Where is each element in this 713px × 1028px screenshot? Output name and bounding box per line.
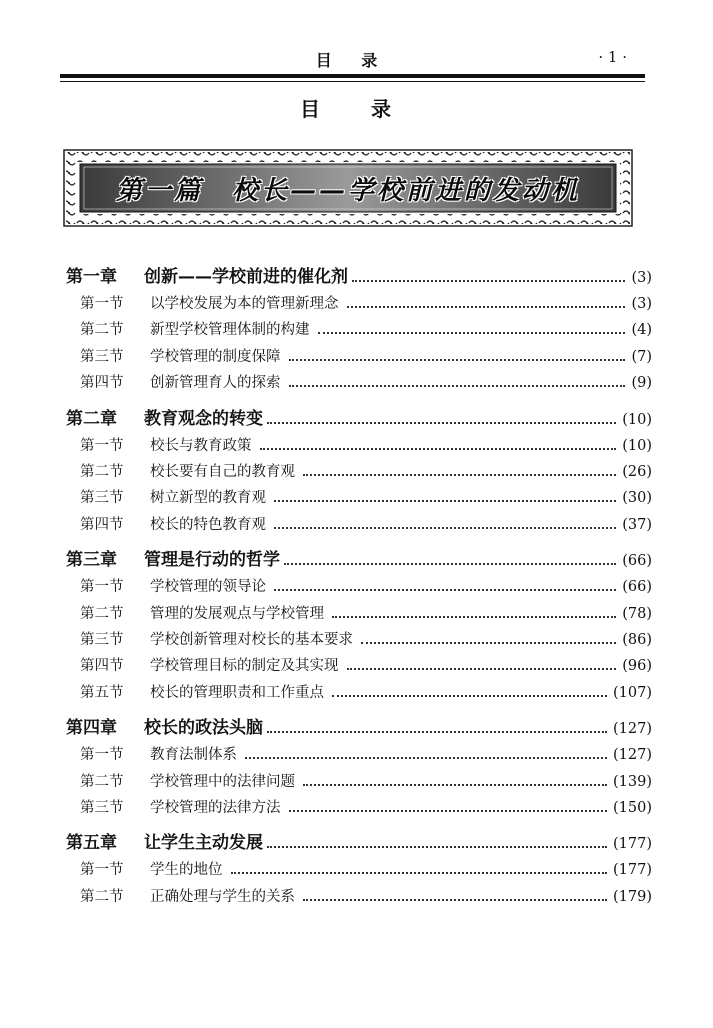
toc-dot-leader: [267, 846, 607, 848]
toc-dot-leader: [347, 306, 626, 308]
toc-entry-page: (177): [613, 862, 652, 879]
toc-section-row: [80, 345, 652, 366]
toc-entry-title: 创新——学校前进的催化剂: [144, 267, 348, 287]
banner-title: 第一篇 校长——学校前进的发动机: [115, 176, 580, 206]
toc-dot-leader: [318, 332, 626, 334]
toc-section-row: [80, 513, 652, 534]
toc-entry-title: 树立新型的教育观: [150, 490, 266, 507]
toc-entry-number: 第五节: [80, 684, 124, 701]
toc-entry-number: 第一节: [80, 437, 124, 454]
toc-entry-title: 学校管理目标的制定及其实现: [150, 658, 339, 675]
toc-entry-title: 校长的政法头脑: [144, 718, 263, 739]
toc-entry-title: 学校管理的法律方法: [150, 800, 281, 816]
toc-entry-title: 教育法制体系: [150, 747, 237, 764]
toc-entry-number: 第四节: [80, 516, 124, 533]
toc-dot-leader: [289, 810, 608, 812]
toc-entry-number: 第一节: [80, 296, 124, 312]
toc-entry-title: 管理的发展观点与学校管理: [150, 605, 324, 622]
toc-dot-leader: [274, 589, 616, 591]
header-rule-thin: [60, 81, 645, 82]
toc-entry-page: (26): [622, 464, 652, 480]
toc-dot-leader: [260, 448, 617, 450]
toc-section-row: [80, 628, 652, 649]
toc-entry-number: 第五章: [66, 833, 117, 854]
toc-section-row: [80, 460, 652, 481]
toc-entry-page: (30): [622, 490, 652, 507]
toc-entry-title: 教育观念的转变: [144, 408, 263, 429]
toc-section-row: [80, 486, 652, 507]
toc-entry-title: 学校管理的制度保障: [150, 348, 281, 365]
toc-entry-page: (4): [631, 322, 652, 339]
toc-entry-page: (10): [622, 437, 652, 454]
toc-dot-leader: [303, 784, 607, 786]
toc-entry-title: 让学生主动发展: [144, 833, 263, 854]
toc-dot-leader: [303, 474, 616, 476]
toc-entry-number: 第二节: [80, 322, 124, 339]
toc-dot-leader: [289, 385, 626, 387]
toc-section-row: [80, 292, 652, 313]
toc-section-row: [80, 318, 652, 339]
toc-section-row: [80, 858, 652, 879]
toc-entry-number: 第二节: [80, 605, 124, 622]
toc-entry-page: (107): [613, 684, 652, 701]
toc-entry-number: 第一节: [80, 862, 124, 879]
toc-entry-page: (9): [631, 375, 652, 392]
toc-entry-page: (10): [622, 411, 652, 428]
toc-dot-leader: [352, 280, 625, 282]
toc-entry-page: (127): [613, 721, 652, 738]
toc-entry-page: (179): [613, 888, 652, 905]
toc-section-row: [80, 743, 652, 764]
toc-entry-number: 第三节: [80, 800, 124, 816]
toc-entry-title: 创新管理育人的探索: [150, 375, 281, 392]
toc-entry-page: (177): [613, 836, 652, 853]
toc-chapter-row: [66, 262, 652, 287]
toc-entry-page: (3): [631, 296, 652, 312]
toc-section-row: [80, 575, 652, 596]
toc-entry-page: (66): [622, 579, 652, 596]
toc-section-row: [80, 681, 652, 702]
toc-entry-number: 第一节: [80, 579, 124, 596]
toc-entry-page: (150): [613, 800, 652, 816]
toc-entry-number: 第一章: [66, 267, 117, 287]
toc-entry-title: 学生的地位: [150, 862, 223, 879]
toc-entry-page: (78): [622, 605, 652, 622]
toc-entry-number: 第二节: [80, 888, 124, 905]
toc-section-row: [80, 434, 652, 455]
toc-dot-leader: [267, 731, 607, 733]
toc-chapter-row: [66, 404, 652, 429]
toc-entry-title: 管理是行动的哲学: [144, 550, 280, 571]
toc-entry-page: (3): [631, 270, 652, 286]
toc-chapter-row: [66, 828, 652, 853]
toc-entry-title: 校长的特色教育观: [150, 516, 266, 533]
toc-entry-title: 学校管理中的法律问题: [150, 773, 295, 790]
toc-entry-page: (139): [613, 773, 652, 790]
toc-entry-number: 第二节: [80, 773, 124, 790]
toc-entry-page: (96): [622, 658, 652, 675]
part-banner: [62, 148, 634, 228]
toc-dot-leader: [347, 668, 617, 670]
running-head-page-number: · 1 ·: [598, 48, 627, 66]
toc-dot-leader: [361, 642, 616, 644]
toc-dot-leader: [245, 757, 607, 759]
toc-section-row: [80, 602, 652, 623]
toc-dot-leader: [332, 616, 616, 618]
toc-section-row: [80, 770, 652, 791]
toc-entry-number: 第三节: [80, 490, 124, 507]
toc-entry-title: 校长要有自己的教育观: [150, 464, 295, 480]
toc-entry-title: 学校管理的领导论: [150, 579, 266, 596]
toc-entry-number: 第一节: [80, 747, 124, 764]
toc-entry-title: 校长的管理职责和工作重点: [150, 684, 324, 701]
toc-entry-page: (127): [613, 747, 652, 764]
toc-dot-leader: [231, 872, 608, 874]
toc-chapter-row: [66, 545, 652, 570]
toc-entry-number: 第三章: [66, 550, 117, 571]
toc-chapter-row: [66, 713, 652, 738]
toc-dot-leader: [274, 527, 616, 529]
toc-entry-title: 校长与教育政策: [150, 437, 252, 454]
toc-dot-leader: [284, 563, 616, 565]
toc-section-row: [80, 654, 652, 675]
header-rule-thick: [60, 74, 645, 78]
toc-entry-page: (7): [631, 348, 652, 365]
toc-entry-page: (86): [622, 632, 652, 648]
toc-entry-number: 第二节: [80, 464, 124, 480]
toc-section-row: [80, 796, 652, 817]
toc-dot-leader: [303, 899, 607, 901]
toc-entry-page: (66): [622, 553, 652, 570]
toc-dot-leader: [274, 500, 616, 502]
page-title: 目 录: [300, 97, 413, 121]
toc-entry-title: 正确处理与学生的关系: [150, 888, 295, 905]
toc-entry-title: 新型学校管理体制的构建: [150, 322, 310, 339]
toc-dot-leader: [332, 695, 607, 697]
toc-dot-leader: [267, 422, 616, 424]
toc-entry-number: 第三节: [80, 632, 124, 648]
toc-dot-leader: [289, 359, 626, 361]
toc-entry-number: 第四节: [80, 658, 124, 675]
toc-entry-number: 第三节: [80, 348, 124, 365]
running-head: [60, 48, 645, 72]
toc-entry-number: 第四章: [66, 718, 117, 739]
running-head-title: 目 录: [315, 51, 390, 70]
toc-entry-number: 第四节: [80, 375, 124, 392]
toc-entry-title: 以学校发展为本的管理新理念: [150, 296, 339, 312]
toc-section-row: [80, 371, 652, 392]
toc-entry-title: 学校创新管理对校长的基本要求: [150, 632, 353, 648]
toc-section-row: [80, 885, 652, 906]
toc-entry-number: 第二章: [66, 408, 117, 429]
toc-entry-page: (37): [622, 516, 652, 533]
